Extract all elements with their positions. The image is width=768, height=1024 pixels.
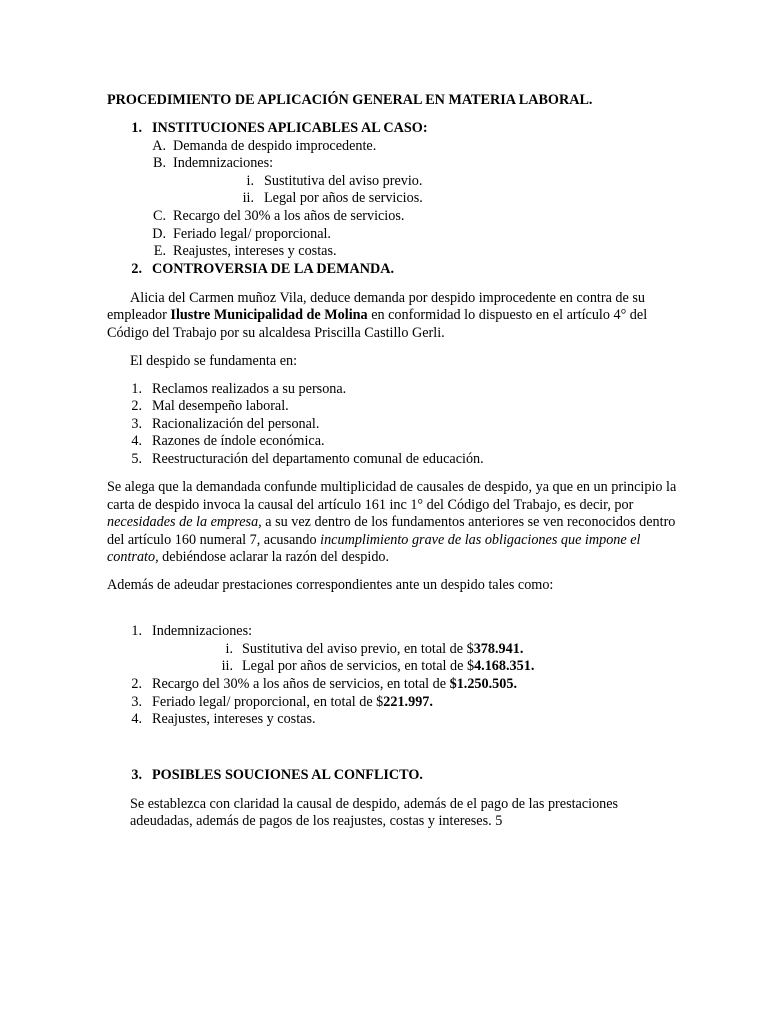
list-marker: B. [152,155,166,171]
paragraph-line: contrato, debiéndose aclarar la razón del despido. [107,549,390,565]
section-heading: INSTITUCIONES APLICABLES AL CASO: [152,120,428,136]
paragraph-line: necesidades de la empresa, a su vez dentro de los fundamentos anteriores se ven reconocidos dentro [107,514,676,530]
sublist-item: Sustitutiva del aviso previo. [264,173,423,189]
list-marker: 2. [131,398,142,414]
paragraph-line: Código del Trabajo por su alcaldesa Priscilla Castillo Gerli. [107,325,445,341]
paragraph-line: empleador Ilustre Municipalidad de Molina en conformidad lo dispuesto en el artículo 4° del [107,307,648,323]
list-item: Reestructuración del departamento comunal de educación. [152,451,484,467]
list-item: Reajustes, intereses y costas. [173,243,337,259]
list-marker: C. [152,208,166,224]
paragraph-line: del artículo 160 numeral 7, acusando incumplimiento grave de las obligaciones que impone el [107,532,641,548]
list-marker: E. [153,243,166,259]
section-number: 3. [131,767,142,783]
sublist-marker: ii. [242,190,254,206]
sublist-item: Sustitutiva del aviso previo, en total de $378.941. [242,641,524,657]
sublist-marker: i. [246,173,254,189]
sublist-item: Legal por años de servicios. [264,190,423,206]
section-heading: POSIBLES SOUCIONES AL CONFLICTO. [152,767,423,783]
sublist-marker: i. [225,641,233,657]
list-item: Reclamos realizados a su persona. [152,381,347,397]
list-item: Racionalización del personal. [152,416,320,432]
list-marker: 3. [131,416,142,432]
list-item: Indemnizaciones: [152,623,253,639]
section-number: 2. [131,261,142,277]
paragraph-line: El despido se fundamenta en: [130,353,298,369]
list-marker: 1. [131,623,142,639]
paragraph-line: carta de despido invoca la causal del artículo 161 inc 1° del Código del Trabajo, es decir, por [107,497,634,513]
list-item: Recargo del 30% a los años de servicios, en total de $1.250.505. [152,676,517,692]
paragraph-line: Además de adeudar prestaciones correspondientes ante un despido tales como: [107,577,554,593]
list-marker: 1. [131,381,142,397]
paragraph-line: Se alega que la demandada confunde multiplicidad de causales de despido, ya que en un principio la [107,479,677,495]
list-marker: 4. [131,711,142,727]
list-item: Reajustes, intereses y costas. [152,711,316,727]
list-marker: 3. [131,694,142,710]
list-item: Feriado legal/ proporcional, en total de $221.997. [152,694,433,710]
list-marker: 4. [131,433,142,449]
list-marker: A. [152,138,166,154]
list-marker: D. [152,226,166,242]
list-item: Mal desempeño laboral. [152,398,289,414]
section-number: 1. [131,120,142,136]
section-heading: CONTROVERSIA DE LA DEMANDA. [152,261,395,277]
sublist-item: Legal por años de servicios, en total de $4.168.351. [242,658,535,674]
list-marker: 2. [131,676,142,692]
list-marker: 5. [131,451,142,467]
paragraph-line: adeudadas, además de pagos de los reajustes, costas y intereses. 5 [130,813,503,829]
list-item: Demanda de despido improcedente. [173,138,377,154]
list-item: Feriado legal/ proporcional. [173,226,331,242]
paragraph-line: Alicia del Carmen muñoz Vila, deduce demanda por despido improcedente en contra de su [130,290,645,306]
list-item: Recargo del 30% a los años de servicios. [173,208,405,224]
list-item: Razones de índole económica. [152,433,325,449]
list-item: Indemnizaciones: [173,155,274,171]
document-title: PROCEDIMIENTO DE APLICACIÓN GENERAL EN MATERIA LABORAL. [107,92,593,108]
paragraph-line: Se establezca con claridad la causal de despido, además de el pago de las prestaciones [130,796,619,812]
sublist-marker: ii. [221,658,233,674]
